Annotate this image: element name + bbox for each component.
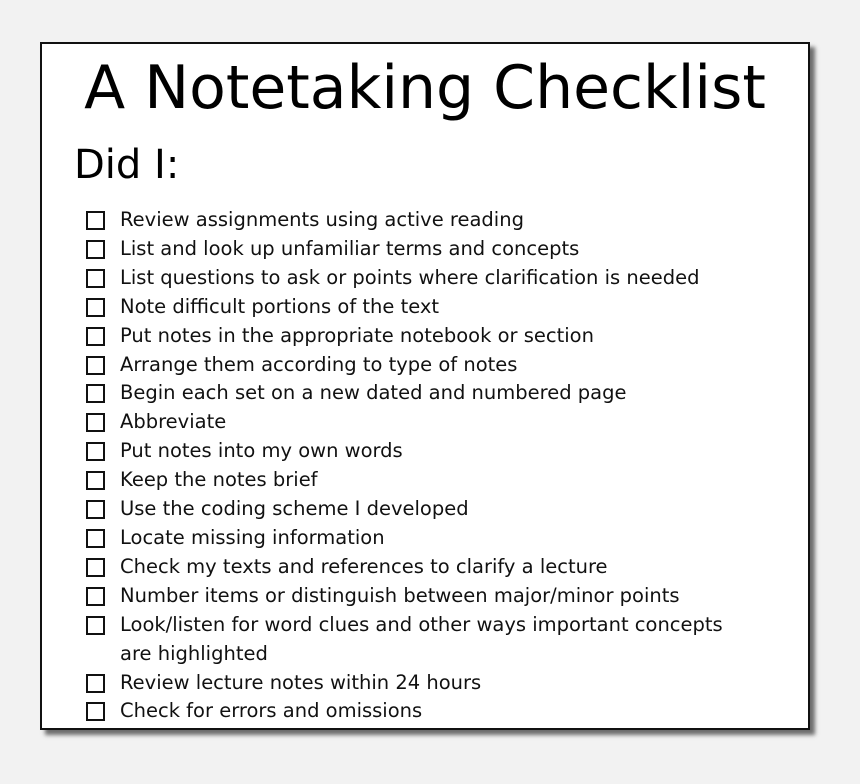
checkbox[interactable] — [86, 529, 105, 548]
checklist-item-label: Note difficult portions of the text — [120, 294, 440, 318]
checkbox[interactable] — [86, 702, 105, 721]
checklist-item-label: Review lecture notes within 24 hours — [120, 670, 482, 694]
checklist-item — [86, 553, 786, 582]
checkbox[interactable] — [86, 211, 105, 230]
checkbox[interactable] — [86, 558, 105, 577]
checkbox[interactable] — [86, 298, 105, 317]
checkbox[interactable] — [86, 384, 105, 403]
checklist-item-label: Number items or distinguish between major/minor points — [120, 583, 680, 607]
checklist-item-label: Use the coding scheme I developed — [120, 497, 469, 521]
checklist-item-label: Arrange them according to type of notes — [120, 352, 518, 376]
checklist-item-label: Keep the notes brief — [120, 468, 318, 492]
checkbox[interactable] — [86, 269, 105, 288]
checkbox[interactable] — [86, 240, 105, 259]
checklist — [86, 206, 786, 726]
checkbox[interactable] — [86, 500, 105, 519]
checklist-item — [86, 379, 786, 408]
checklist-item — [86, 697, 786, 726]
checkbox[interactable] — [86, 327, 105, 346]
checklist-item — [86, 206, 786, 235]
checklist-item-label: Begin each set on a new dated and numbered page — [120, 381, 627, 405]
checklist-item-label: Locate missing information — [120, 525, 385, 549]
checkbox[interactable] — [86, 356, 105, 375]
checklist-item-label: Check for errors and omissions — [120, 699, 423, 723]
checkbox[interactable] — [86, 674, 105, 693]
checklist-item-label: Put notes in the appropriate notebook or section — [120, 323, 594, 347]
checklist-item — [86, 293, 786, 322]
checklist-item-label: List questions to ask or points where clarification is needed — [120, 265, 700, 289]
checkbox[interactable] — [86, 471, 105, 490]
checklist-item-label: Put notes into my own words — [120, 439, 403, 463]
checklist-item — [86, 322, 786, 351]
checklist-item-label: Look/listen for word clues and other ways important concepts are highlighted — [120, 612, 723, 665]
checkbox[interactable] — [86, 616, 105, 635]
checklist-item — [86, 582, 786, 611]
checklist-item — [86, 669, 786, 698]
checkbox[interactable] — [86, 413, 105, 432]
page-title: A Notetaking Checklist — [84, 53, 766, 123]
checklist-item-label: Review assignments using active reading — [120, 208, 524, 231]
checkbox[interactable] — [86, 442, 105, 461]
checklist-item-label: Abbreviate — [120, 410, 227, 434]
checklist-item — [86, 524, 786, 553]
checklist-item — [86, 408, 786, 437]
checklist-item — [86, 351, 786, 380]
checklist-item-label: List and look up unfamiliar terms and concepts — [120, 236, 580, 260]
checkbox[interactable] — [86, 587, 105, 606]
checklist-item — [86, 264, 786, 293]
checklist-item — [86, 437, 786, 466]
checklist-subtitle: Did I: — [74, 142, 180, 188]
checklist-item-label: Check my texts and references to clarify a lecture — [120, 554, 608, 578]
checklist-card — [40, 42, 810, 730]
checklist-item — [86, 466, 786, 495]
checklist-item — [86, 235, 786, 264]
checklist-item — [86, 611, 786, 669]
checklist-item — [86, 495, 786, 524]
